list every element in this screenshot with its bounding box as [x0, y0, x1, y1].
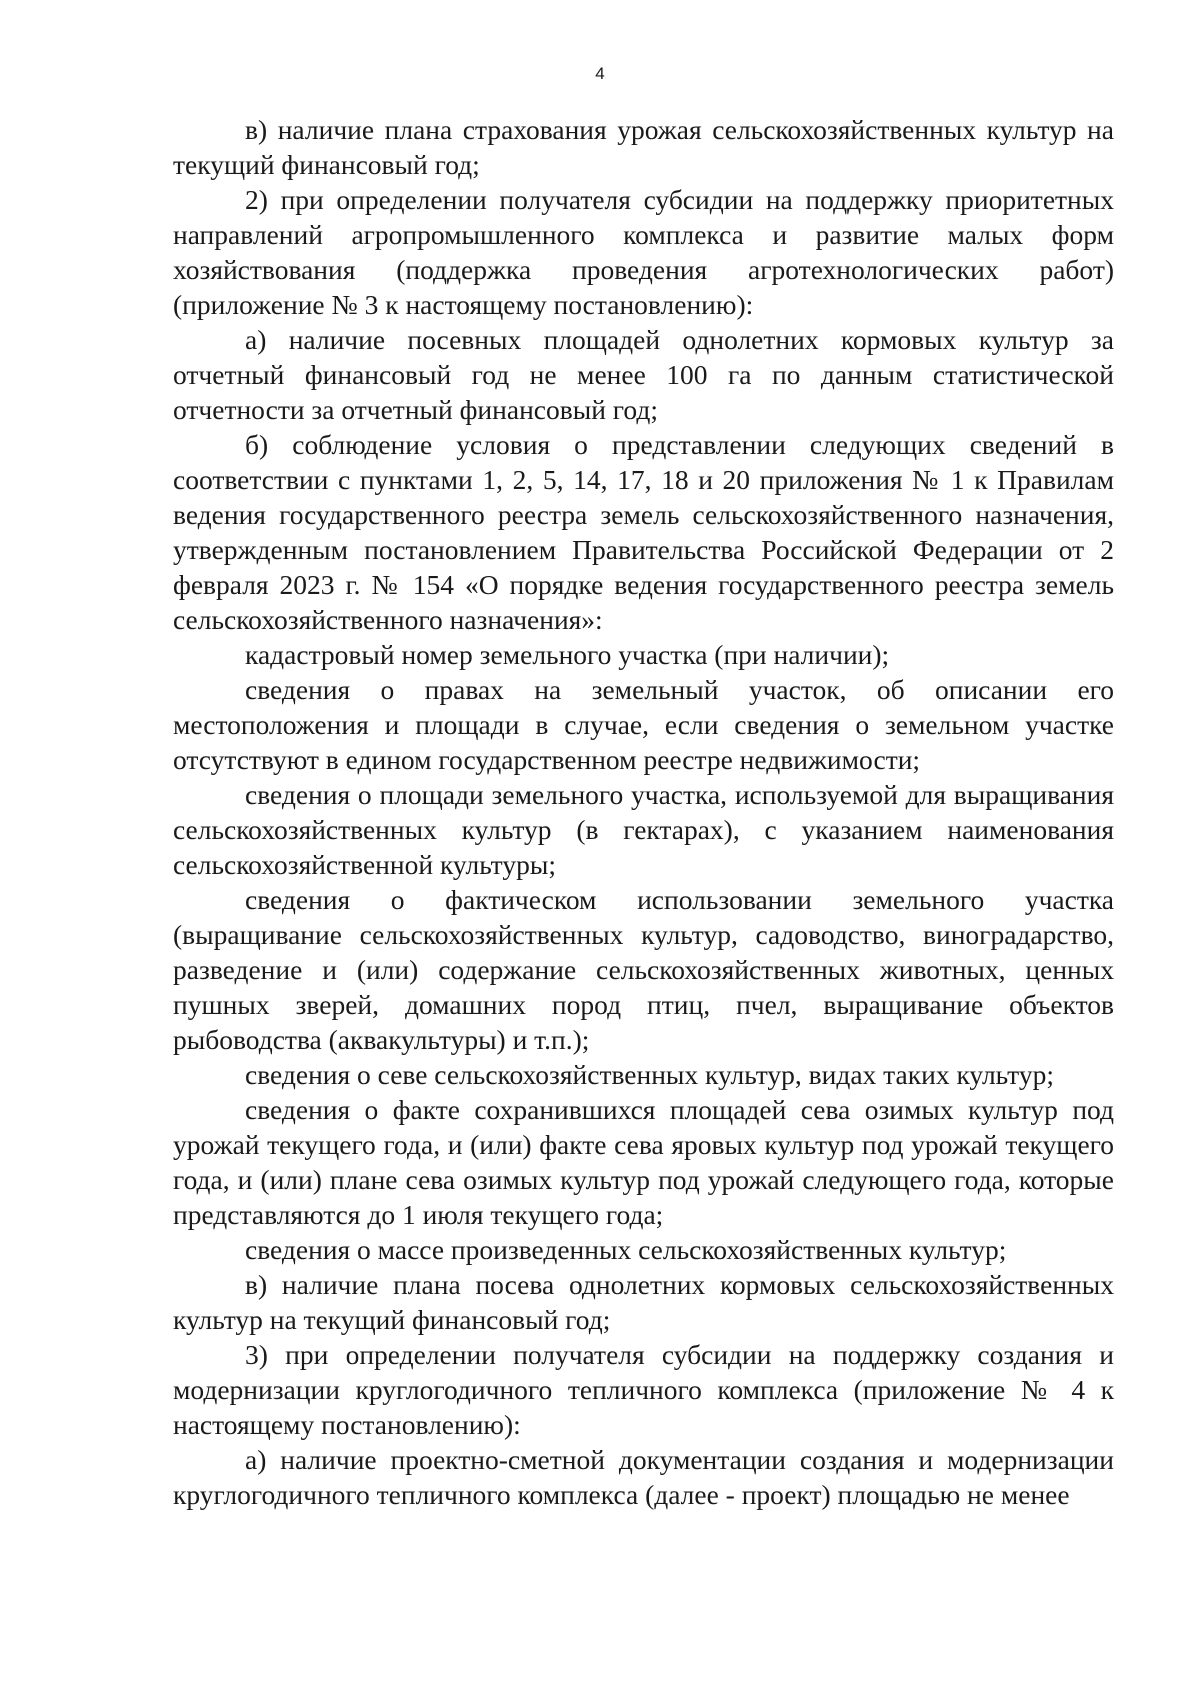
paragraph-a-sown-areas: а) наличие посевных площадей однолетних кормовых культур за отчетный финансовый год не менее 100 га по данным статистической отчетности за отчетный финансовый год; — [173, 324, 1114, 425]
paragraph-a-project-documentation: а) наличие проектно-сметной документации создания и модернизации круглогодичного тепличного комплекса (далее - проект) площадью не менее — [173, 1444, 1114, 1510]
paragraph-crop-mass: сведения о массе произведенных сельскохозяйственных культур; — [245, 1234, 1007, 1265]
paragraph-actual-use: сведения о фактическом использовании земельного участка (выращивание сельскохозяйственных культур, садоводство, виноградарство, разведение и (или) содержание сельскохозяйственных животных, ценных пушных зверей, домашних пород птиц, пчел, выращивание объектов рыбоводства (аквакультуры) и т.п.); — [173, 884, 1114, 1055]
page-number: 4 — [595, 64, 605, 83]
paragraph-v-insurance-plan: в) наличие плана страхования урожая сельскохозяйственных культур на текущий финансовый год; — [173, 114, 1114, 180]
paragraph-rights-and-location: сведения о правах на земельный участок, об описании его местоположения и площади в случае, если сведения о земельном участке отсутствуют в едином государственном реестре недвижимости; — [173, 674, 1114, 775]
paragraph-v-sowing-plan: в) наличие плана посева однолетних кормовых сельскохозяйственных культур на текущий финансовый год; — [173, 1269, 1114, 1335]
paragraph-crop-sowing: сведения о севе сельскохозяйственных культур, видах таких культур; — [245, 1059, 1054, 1090]
paragraph-3-greenhouse-subsidy: 3) при определении получателя субсидии на поддержку создания и модернизации круглогодичного тепличного комплекса (приложение № 4 к настоящему постановлению): — [173, 1339, 1114, 1440]
paragraph-sowing-facts: сведения о факте сохранившихся площадей сева озимых культур под урожай текущего года, и (или) факте сева яровых культур под урожай текущего года, и (или) плане сева озимых культур под урожай следующего года, которые представляются до 1 июля текущего года; — [173, 1094, 1114, 1230]
paragraph-cadastral-number: кадастровый номер земельного участка (при наличии); — [245, 639, 890, 670]
paragraph-b-information-conditions: б) соблюдение условия о представлении следующих сведений в соответствии с пунктами 1, 2, 5, 14, 17, 18 и 20 приложения № 1 к Правилам ведения государственного реестра земель сельскохозяйственного назначения, утвержденным постановлением Правительства Российской Федерации от 2 февраля 2023 г. № 154 «О порядке ведения государственного реестра земель сельскохозяйственного назначения»: — [173, 429, 1114, 635]
paragraph-land-area: сведения о площади земельного участка, используемой для выращивания сельскохозяйственных культур (в гектарах), с указанием наименования сельскохозяйственной культуры; — [173, 779, 1114, 880]
document-body — [173, 112, 1114, 1512]
paragraph-2-priority-directions: 2) при определении получателя субсидии на поддержку приоритетных направлений агропромышленного комплекса и развитие малых форм хозяйствования (поддержка проведения агротехнологических работ) (приложение № 3 к настоящему постановлению): — [173, 184, 1114, 320]
